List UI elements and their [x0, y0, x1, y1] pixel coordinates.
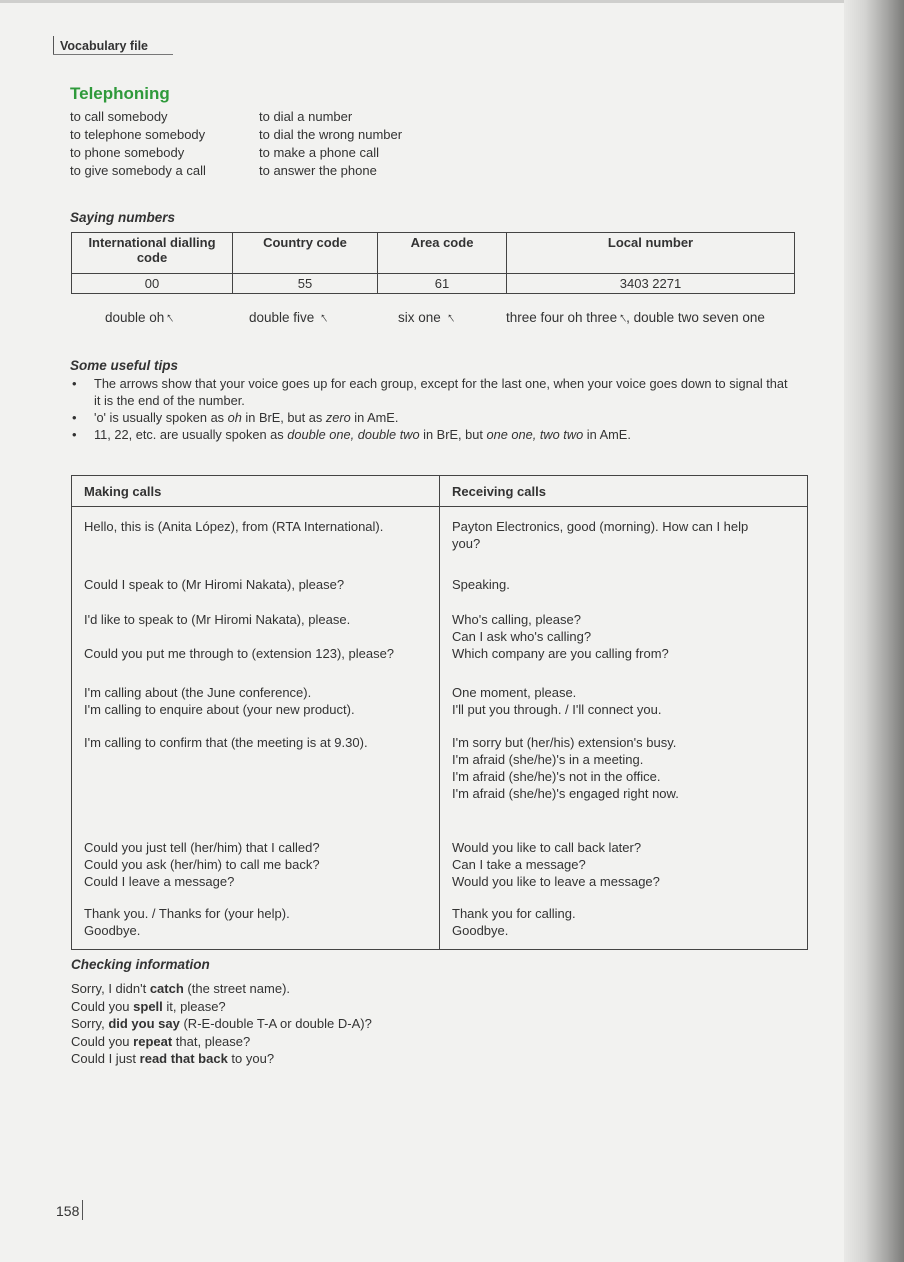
receiving-cell: [440, 568, 808, 603]
tip-text: in AmE.: [583, 427, 631, 442]
making-line: Could you ask (her/him) to call me back?: [84, 857, 320, 872]
header-country-code: Country code: [233, 233, 378, 274]
header-making-calls: Making calls: [72, 476, 440, 507]
tip-emphasis: zero: [325, 410, 351, 425]
spoken-international-code: [105, 308, 178, 326]
calls-table: [71, 475, 808, 950]
making-line: I'd like to speak to (Mr Hiromi Nakata), please.: [84, 612, 351, 627]
header-bar: [53, 36, 54, 54]
number-table-value-row: [72, 274, 795, 294]
rising-arrow-icon: ↑: [615, 308, 631, 326]
checking-line: Sorry, I didn't catch (the street name).: [71, 981, 291, 996]
phrase-item: to phone somebody: [70, 145, 185, 160]
page-edge-shadow: [844, 0, 904, 1262]
receiving-line: One moment, please.: [452, 685, 577, 700]
value-international-code: 00: [72, 274, 233, 294]
spoken-text: three four oh three: [506, 310, 618, 325]
receiving-line: Can I ask who's calling?: [452, 629, 592, 644]
section-title-telephoning: Telephoning: [70, 84, 170, 103]
phrase-column-right: [259, 108, 402, 180]
receiving-line: Goodbye.: [452, 923, 509, 938]
making-line: Could I speak to (Mr Hiromi Nakata), please?: [84, 577, 345, 592]
calls-row: [72, 674, 808, 728]
value-area-code: 61: [378, 274, 507, 294]
making-cell: [72, 603, 440, 674]
phrase-item: to dial a number: [259, 109, 353, 124]
header-receiving-calls: Receiving calls: [440, 476, 808, 507]
making-cell: [72, 728, 440, 829]
calls-row: [72, 507, 808, 569]
key-phrase: read that back: [139, 1051, 228, 1066]
bullet-icon: •: [72, 410, 77, 425]
value-local-number: 3403 2271: [507, 274, 795, 294]
checking-line: Sorry, did you say (R-E-double T-A or double D-A)?: [71, 1016, 372, 1031]
tip-emphasis: one one, two two: [486, 427, 584, 442]
calls-row: [72, 603, 808, 674]
header-area-code: Area code: [378, 233, 507, 274]
spoken-area-code: [398, 308, 458, 326]
rising-arrow-icon: ↑: [162, 308, 178, 326]
tip-text: in AmE.: [350, 410, 399, 425]
spoken-text: double oh: [105, 310, 165, 325]
spoken-text: , double two seven one: [626, 310, 765, 325]
receiving-line: Can I take a message?: [452, 857, 586, 872]
calls-row: [72, 829, 808, 899]
receiving-line: Which company are you calling from?: [452, 646, 669, 661]
tip-emphasis: double one, double two: [287, 427, 420, 442]
key-phrase: did you say: [108, 1016, 180, 1031]
making-line: I'm calling to enquire about (your new product).: [84, 702, 355, 717]
phrase-item: to make a phone call: [259, 145, 379, 160]
receiving-cell: [440, 829, 808, 899]
checking-phrases: [71, 980, 372, 1068]
receiving-line: Payton Electronics, good (morning). How can I help: [452, 519, 749, 534]
receiving-line: you?: [452, 536, 481, 551]
phrase-item: to give somebody a call: [70, 163, 206, 178]
running-header: [53, 36, 148, 54]
making-line: I'm calling to confirm that (the meeting is at 9.30).: [84, 735, 368, 750]
making-cell: [72, 899, 440, 950]
header-local-number: Local number: [507, 233, 795, 274]
key-phrase: repeat: [133, 1033, 173, 1049]
header-text: Vocabulary file: [60, 39, 148, 53]
making-line: Hello, this is (Anita López), from (RTA International).: [84, 519, 384, 534]
key-phrase: spell: [133, 998, 163, 1014]
receiving-line: I'm afraid (she/he)'s engaged right now.: [452, 786, 679, 801]
phrase-item: to dial the wrong number: [259, 127, 403, 142]
tip-emphasis: oh: [227, 410, 242, 425]
tip-text: The arrows show that your voice goes up for each group, except for the last one, when your voice goes down to signal that it is the end of the number.: [94, 376, 788, 408]
making-line: Goodbye.: [84, 923, 141, 938]
rising-arrow-icon: ↑: [316, 308, 332, 326]
receiving-cell: [440, 728, 808, 829]
number-table-header-row: [72, 233, 795, 274]
receiving-line: I'm afraid (she/he)'s in a meeting.: [452, 752, 644, 767]
page-number-text: 158: [56, 1203, 80, 1219]
receiving-line: Who's calling, please?: [452, 612, 581, 627]
top-rule: [0, 0, 904, 3]
receiving-line: Speaking.: [452, 577, 510, 592]
phrase-item: to call somebody: [70, 109, 168, 124]
tip-item: [70, 409, 790, 426]
spoken-text: six one: [398, 310, 441, 325]
tip-text: in BrE, but: [419, 427, 487, 442]
bullet-icon: •: [72, 427, 77, 442]
calls-header-row: [72, 476, 808, 507]
calls-row: [72, 568, 808, 603]
phrase-item: to telephone somebody: [70, 127, 206, 142]
page-number: [56, 1200, 83, 1220]
checking-line: Could you spell it, please?: [71, 998, 226, 1014]
spoken-country-code: [249, 308, 332, 326]
page-number-bar: [82, 1200, 83, 1220]
making-line: Could you put me through to (extension 123), please?: [84, 646, 395, 661]
checking-line: Could I just read that back to you?: [71, 1051, 275, 1066]
making-line: Thank you. / Thanks for (your help).: [84, 906, 290, 921]
phrase-item: to answer the phone: [259, 163, 377, 178]
making-cell: [72, 507, 440, 569]
making-cell: [72, 568, 440, 603]
phrase-column-left: [70, 108, 206, 180]
receiving-line: Would you like to call back later?: [452, 840, 642, 855]
receiving-line: I'll put you through. / I'll connect you.: [452, 702, 662, 717]
making-cell: [72, 829, 440, 899]
subheading-checking-information: Checking information: [71, 957, 210, 972]
header-international-code: International dialling code: [72, 233, 233, 274]
rising-arrow-icon: ↑: [442, 308, 458, 326]
receiving-cell: [440, 507, 808, 569]
spoken-text: double five: [249, 310, 315, 325]
key-phrase: catch: [149, 981, 184, 996]
bullet-icon: •: [72, 376, 77, 391]
receiving-line: Thank you for calling.: [452, 906, 576, 921]
tips-list: [70, 375, 790, 443]
receiving-cell: [440, 674, 808, 728]
receiving-cell: [440, 899, 808, 950]
calls-row: [72, 899, 808, 950]
receiving-line: Would you like to leave a message?: [452, 874, 660, 889]
calls-row: [72, 728, 808, 829]
subheading-useful-tips: Some useful tips: [70, 358, 179, 373]
tip-item: [70, 375, 790, 409]
making-cell: [72, 674, 440, 728]
header-underline: [53, 54, 173, 55]
checking-line: Could you repeat that, please?: [71, 1033, 251, 1049]
receiving-cell: [440, 603, 808, 674]
making-line: I'm calling about (the June conference).: [84, 685, 312, 700]
tip-text: in BrE, but as: [241, 410, 326, 425]
number-table: [71, 232, 795, 294]
receiving-line: I'm afraid (she/he)'s not in the office.: [452, 769, 661, 784]
tip-item: [70, 426, 790, 443]
subheading-saying-numbers: Saying numbers: [70, 210, 176, 225]
tip-text: 'o' is usually spoken as: [94, 410, 228, 425]
making-line: Could you just tell (her/him) that I called?: [84, 840, 320, 855]
spoken-local-number: [506, 309, 765, 325]
making-line: Could I leave a message?: [84, 874, 235, 889]
value-country-code: 55: [233, 274, 378, 294]
receiving-line: I'm sorry but (her/his) extension's busy.: [452, 735, 677, 750]
tip-text: 11, 22, etc. are usually spoken as: [94, 427, 288, 442]
